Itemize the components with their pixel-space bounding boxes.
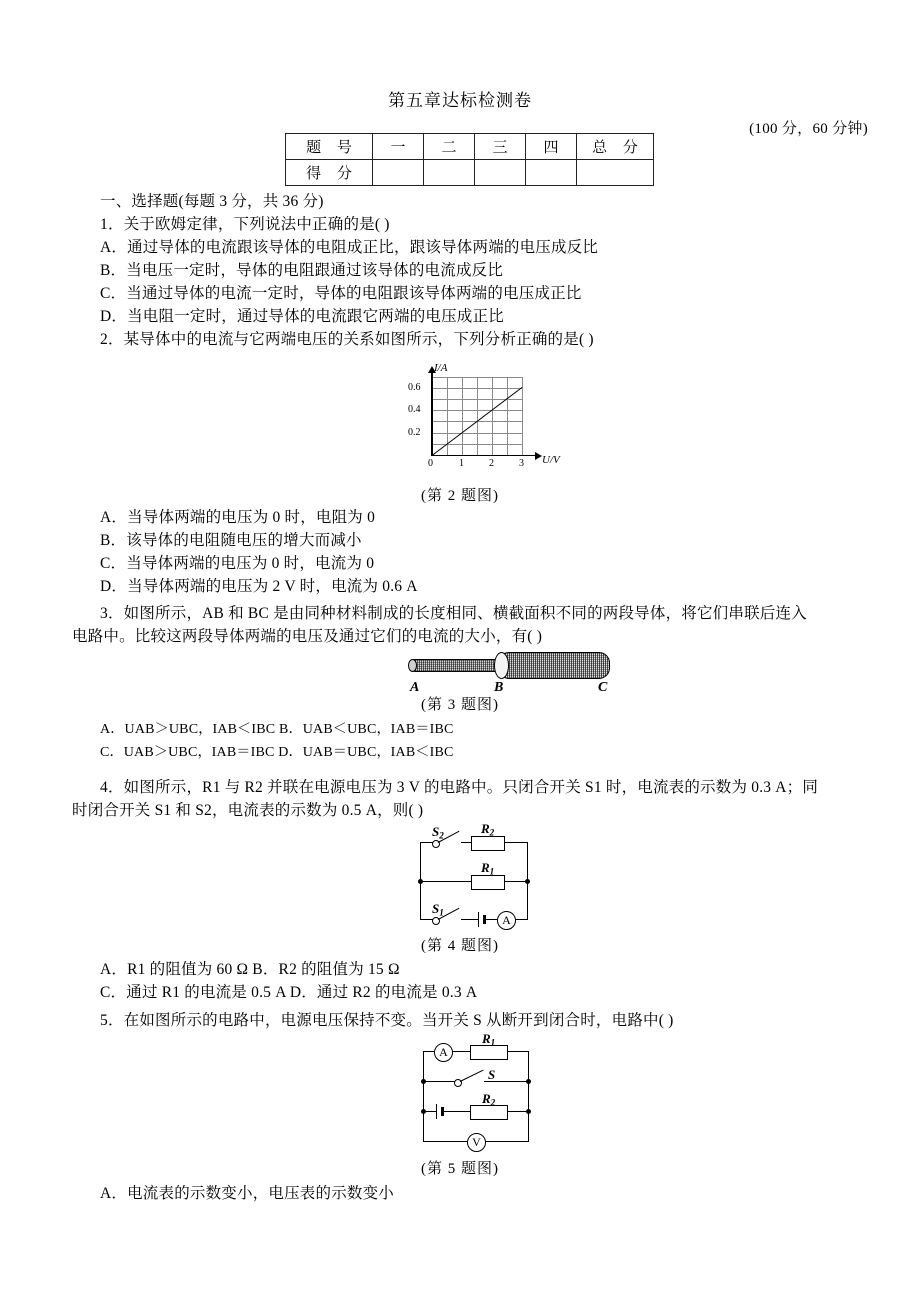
x-tick-label: 0 (428, 458, 433, 469)
score-table-cell: 得 分 (286, 160, 373, 186)
battery-short-plate-icon (441, 1107, 444, 1116)
question-5-option-a: A．电流表的示数变小，电压表的示数变小 (100, 1185, 394, 1202)
switch-s-arm-icon (460, 1070, 484, 1082)
question-3-figure (402, 650, 622, 695)
switch-s-label: S (488, 1067, 496, 1082)
score-table-cell: 二 (424, 134, 475, 160)
question-3-figure-caption: (第 3 题图) (421, 697, 499, 713)
score-table-cell: 题 号 (286, 134, 373, 160)
conductor-segment-bc (498, 652, 610, 679)
question-1-option-c: C．当通过导体的电流一定时，导体的电阻跟该导体两端的电压成正比 (100, 285, 582, 302)
score-table (285, 133, 654, 186)
circuit-node (418, 879, 423, 884)
score-table-cell: 一 (373, 134, 424, 160)
score-table-cell-blank (577, 160, 654, 186)
x-tick-label: 3 (519, 458, 524, 469)
circuit-wire-top-left (423, 1051, 434, 1052)
y-axis-label: I/A (434, 362, 448, 374)
x-tick-label: 2 (489, 458, 494, 469)
question-1-option-b: B．当电压一定时，导体的电阻跟通过该导体的电流成反比 (100, 262, 504, 279)
circuit-wire-left (423, 1051, 424, 1142)
grid-line-vertical (522, 377, 523, 455)
score-table-cell-blank (475, 160, 526, 186)
circuit-node (525, 879, 530, 884)
question-4-stem-line1: 4．如图所示，R1 与 R2 并联在电源电压为 3 V 的电路中。只闭合开关 S1 时，电流表的示数为 0.3 A；同 (100, 779, 819, 796)
question-5-stem: 5．在如图所示的电路中，电源电压保持不变。当开关 S 从断开到闭合时，电路中( ) (100, 1012, 674, 1029)
resistor-r1-label: $R_1$ (482, 1031, 496, 1048)
question-1-stem: 1．关于欧姆定律，下列说法中正确的是( ) (100, 216, 390, 233)
question-3-options-row2: C．UAB＞UBC，IAB＝IBC D．UAB＝UBC，IAB＜IBC (100, 745, 454, 760)
score-time-note: (100 分，60 分钟) (749, 121, 868, 137)
circuit-wire-r2-right (506, 1111, 528, 1112)
score-table-cell-blank (424, 160, 475, 186)
circuit-node (421, 1109, 426, 1114)
resistor-r1 (471, 875, 505, 890)
grid-line-horizontal (432, 410, 522, 411)
question-4-figure (415, 821, 540, 931)
conductor-label-a: A (410, 680, 420, 695)
battery-long-plate-icon (436, 1104, 437, 1119)
switch-s1-label: $S_1$ (432, 901, 444, 918)
resistor-r2 (471, 836, 505, 851)
circuit-node (421, 1079, 426, 1084)
grid-line-horizontal (432, 388, 522, 389)
question-3-stem-line2: 电路中。比较这两段导体两端的电压及通过它们的电流的大小，有( ) (72, 628, 543, 645)
x-axis-arrow-icon (535, 452, 542, 460)
y-axis (431, 373, 433, 456)
circuit-wire-battery-right (443, 1111, 470, 1112)
conductor-label-b: B (494, 680, 504, 695)
question-3-stem-line1: 3．如图所示，AB 和 BC 是由同种材料制成的长度相同、横截面积不同的两段导体，将它们串联后连入 (100, 605, 807, 622)
question-2-stem: 2．某导体中的电流与它两端电压的关系如图所示，下列分析正确的是( ) (100, 331, 594, 348)
circuit-wire-bottom-right (484, 1141, 528, 1142)
question-2-option-a: A．当导体两端的电压为 0 时，电阻为 0 (100, 509, 376, 526)
grid-line-horizontal (432, 433, 522, 434)
circuit-wire-bottom-right (516, 919, 527, 920)
question-4-stem-line2: 时闭合开关 S1 和 S2，电流表的示数为 0.5 A，则( ) (72, 802, 424, 819)
conductor-label-c: C (598, 680, 608, 695)
voltmeter-icon: V (467, 1133, 486, 1152)
question-1-option-d: D．当电阻一定时，通过导体的电流跟它两端的电压成正比 (100, 308, 504, 325)
score-table-cell: 三 (475, 134, 526, 160)
question-2-option-d: D．当导体两端的电压为 2 V 时，电流为 0.6 A (100, 578, 418, 595)
table-row (286, 134, 654, 160)
page-title: 第五章达标检测卷 (388, 91, 532, 110)
question-4-options-row2: C．通过 R1 的电流是 0.5 A D．通过 R2 的电流是 0.3 A (100, 984, 478, 1001)
circuit-wire-mid-right (503, 881, 527, 882)
resistor-r1-label: $R_1$ (481, 860, 495, 877)
grid-line-horizontal (432, 399, 522, 400)
resistor-r2-label: $R_2$ (481, 821, 495, 838)
question-5-figure-caption: (第 5 题图) (421, 1161, 499, 1177)
question-4-options-row1: A．R1 的阻值为 60 Ω B．R2 的阻值为 15 Ω (100, 961, 400, 978)
question-3-options-row1: A．UAB＞UBC，IAB＜IBC B．UAB＜UBC，IAB＝IBC (100, 722, 454, 737)
score-table-cell-blank (526, 160, 577, 186)
circuit-node (526, 1079, 531, 1084)
question-2-option-b: B．该导体的电阻随电压的增大而减小 (100, 532, 362, 549)
x-axis (431, 455, 535, 457)
y-tick-label: 0.6 (408, 382, 421, 393)
circuit-wire-top-right (506, 1051, 528, 1052)
circuit-wire-switch-left (423, 1081, 456, 1082)
circuit-wire-top-mid (461, 842, 471, 843)
score-table-cell: 总 分 (577, 134, 654, 160)
circuit-wire-bottom-left (423, 1141, 467, 1142)
x-tick-label: 1 (459, 458, 464, 469)
circuit-wire-top-right (503, 842, 527, 843)
circuit-wire-right (528, 1051, 529, 1142)
switch-s2-label: $S_2$ (432, 824, 444, 841)
circuit-wire-mid-left (420, 881, 471, 882)
circuit-wire-top-mid (451, 1051, 470, 1052)
battery-short-plate-icon (483, 915, 486, 924)
ammeter-icon: A (497, 911, 516, 930)
question-2-figure-caption: (第 2 题图) (421, 488, 499, 504)
circuit-node (526, 1109, 531, 1114)
question-4-figure-caption: (第 4 题图) (421, 938, 499, 954)
question-1-option-a: A．通过导体的电流跟该导体的电阻成正比，跟该导体两端的电压成反比 (100, 239, 599, 256)
conductor-end-cap-icon (408, 659, 417, 672)
battery-long-plate-icon (478, 912, 479, 927)
table-row (286, 160, 654, 186)
question-2-figure (408, 362, 568, 478)
question-5-figure (418, 1031, 543, 1156)
conductor-joint-icon (494, 652, 509, 679)
ammeter-icon: A (434, 1043, 453, 1062)
grid-line-horizontal (432, 377, 522, 378)
circuit-wire-bottom-mid (461, 919, 478, 920)
resistor-r2-label: $R_2$ (482, 1091, 496, 1108)
score-table-cell: 四 (526, 134, 577, 160)
y-tick-label: 0.4 (408, 404, 421, 415)
score-table-cell-blank (373, 160, 424, 186)
y-tick-label: 0.2 (408, 427, 421, 438)
section-heading: 一、选择题(每题 3 分，共 36 分) (100, 193, 324, 210)
circuit-wire-bottom-mid2 (485, 919, 497, 920)
question-2-option-c: C．当导体两端的电压为 0 时，电流为 0 (100, 555, 375, 572)
x-axis-label: U/V (542, 454, 560, 466)
